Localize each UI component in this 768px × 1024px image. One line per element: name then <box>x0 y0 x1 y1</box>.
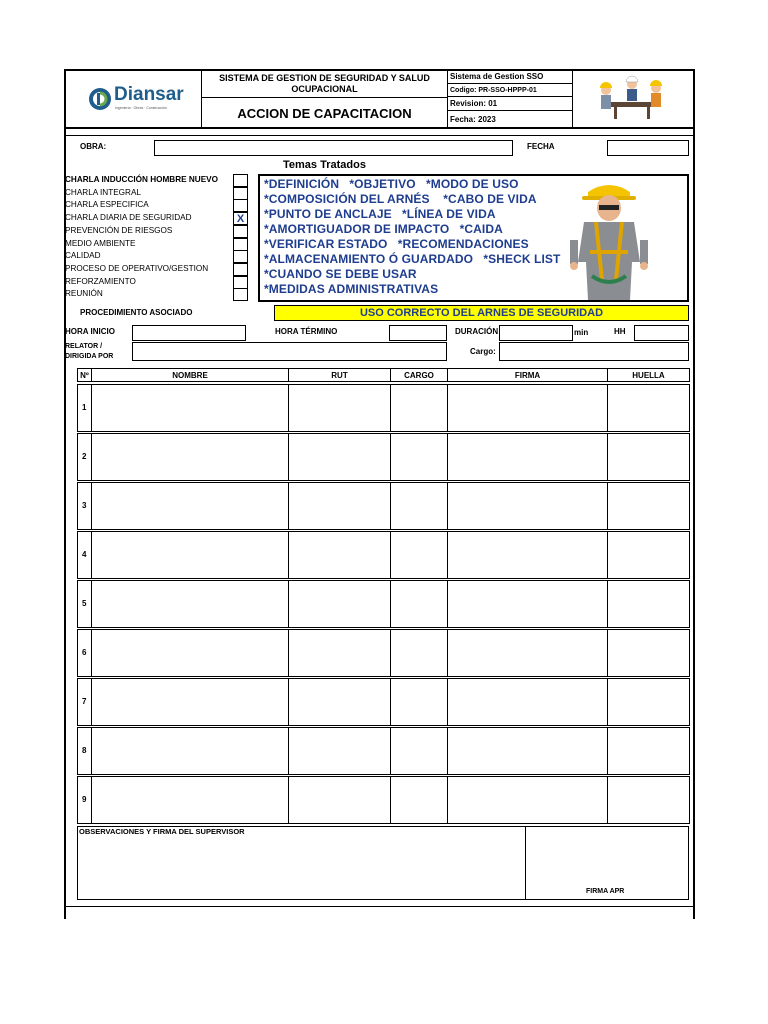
charla-checkbox[interactable] <box>233 263 248 276</box>
signature-cell[interactable] <box>91 776 289 824</box>
signature-cell[interactable] <box>607 629 690 677</box>
signature-cell[interactable] <box>288 727 391 775</box>
signature-cell[interactable] <box>607 433 690 481</box>
signature-cell[interactable] <box>91 482 289 530</box>
signature-cell[interactable] <box>607 727 690 775</box>
signature-cell[interactable] <box>91 384 289 432</box>
charla-checkbox[interactable] <box>233 276 248 289</box>
fecha-field[interactable] <box>607 140 689 156</box>
company-name: Diansar <box>114 84 184 105</box>
charla-label: PROCESO DE OPERATIVO/GESTION <box>65 263 209 273</box>
observaciones-label: OBSERVACIONES Y FIRMA DEL SUPERVISOR <box>79 827 245 836</box>
signature-cell[interactable] <box>288 580 391 628</box>
charla-label: CALIDAD <box>65 251 101 261</box>
charla-checkbox[interactable] <box>233 238 248 251</box>
revision-label <box>447 96 573 111</box>
table-header-cell <box>77 368 92 382</box>
hora-inicio-label: HORA INICIO <box>65 327 115 336</box>
relator-label-line2: DIRIGIDA POR <box>65 353 114 360</box>
hh-field[interactable] <box>634 325 689 341</box>
charla-item <box>65 238 250 251</box>
sso-text: Sistema de Gestion SSO <box>450 72 544 81</box>
fecha-label: FECHA <box>527 142 555 151</box>
signature-cell[interactable] <box>447 629 608 677</box>
signature-cell[interactable] <box>390 531 448 579</box>
hora-termino-label: HORA TÉRMINO <box>275 327 338 336</box>
hh-label: HH <box>614 327 626 336</box>
row-number: 4 <box>82 549 87 559</box>
charla-item <box>65 199 250 212</box>
charla-checkbox[interactable] <box>233 250 248 263</box>
charla-item <box>65 187 250 200</box>
row-number: 1 <box>82 402 87 412</box>
harness-worker-illustration <box>566 180 652 300</box>
table-header-text: HUELLA <box>632 370 665 380</box>
charla-label: REFORZAMIENTO <box>65 276 136 286</box>
relator-label <box>65 342 113 362</box>
cargo-field[interactable] <box>499 342 689 361</box>
signature-cell[interactable] <box>607 531 690 579</box>
row-number: 2 <box>82 451 87 461</box>
topic-line: *VERIFICAR ESTADO *RECOMENDACIONES <box>264 237 529 251</box>
charla-item <box>65 276 250 289</box>
signature-cell[interactable] <box>447 580 608 628</box>
signature-cell[interactable] <box>288 384 391 432</box>
system-title <box>201 69 448 98</box>
duracion-label: DURACIÓN <box>455 327 499 336</box>
table-header-text: RUT <box>331 370 348 380</box>
topic-line: *MEDIDAS ADMINISTRATIVAS <box>264 282 439 296</box>
row-number-cell <box>77 531 92 579</box>
signature-cell[interactable] <box>288 482 391 530</box>
signature-cell[interactable] <box>390 580 448 628</box>
signature-cell[interactable] <box>607 384 690 432</box>
charla-item <box>65 288 250 301</box>
topic-line: *ALMACENAMIENTO Ó GUARDADO *SHECK LIST <box>264 252 561 266</box>
table-header-text: FIRMA <box>514 370 541 380</box>
harness-worker-icon <box>566 180 652 300</box>
signature-cell[interactable] <box>91 531 289 579</box>
system-title-text: SISTEMA DE GESTION DE SEGURIDAD Y SALUD OCUPACIONAL <box>219 72 430 94</box>
signature-cell[interactable] <box>288 629 391 677</box>
charla-checkbox[interactable] <box>233 199 248 212</box>
topic-line: *CUANDO SE DEBE USAR <box>264 267 417 281</box>
row-number: 8 <box>82 745 87 755</box>
row-number-cell <box>77 629 92 677</box>
hora-inicio-field[interactable] <box>132 325 246 341</box>
table-header-cell <box>607 368 690 382</box>
row-number-cell <box>77 776 92 824</box>
charla-label: MEDIO AMBIENTE <box>65 238 136 248</box>
observaciones-box[interactable] <box>77 826 526 900</box>
charla-label: CHARLA INTEGRAL <box>65 187 141 197</box>
temas-title: Temas Tratados <box>283 159 366 171</box>
row-number: 6 <box>82 647 87 657</box>
topic-line: *PUNTO DE ANCLAJE *LÍNEA DE VIDA <box>264 207 496 221</box>
sso-label <box>447 69 573 84</box>
procedimiento-field[interactable] <box>274 305 689 321</box>
topic-line: *AMORTIGUADOR DE IMPACTO *CAIDA <box>264 222 503 236</box>
charla-check-mark: X <box>236 212 245 225</box>
meeting-icon <box>592 72 672 122</box>
firma-apr-label: FIRMA APR <box>586 888 625 895</box>
company-logo <box>88 83 188 115</box>
signature-cell[interactable] <box>288 531 391 579</box>
row-number-cell <box>77 678 92 726</box>
signature-cell[interactable] <box>91 629 289 677</box>
signature-cell[interactable] <box>447 482 608 530</box>
signature-cell[interactable] <box>390 384 448 432</box>
charla-label: PREVENCIÓN DE RIESGOS <box>65 225 173 235</box>
signature-cell[interactable] <box>91 433 289 481</box>
revision-text: Revision: 01 <box>450 99 498 108</box>
codigo-label <box>447 83 573 97</box>
row-number: 3 <box>82 500 87 510</box>
relator-field[interactable] <box>132 342 447 361</box>
procedimiento-value: USO CORRECTO DEL ARNES DE SEGURIDAD <box>359 307 604 319</box>
workers-meeting-illustration <box>592 72 672 122</box>
signature-cell[interactable] <box>288 433 391 481</box>
charla-checkbox[interactable] <box>233 288 248 301</box>
topic-line: *COMPOSICIÓN DEL ARNÉS *CABO DE VIDA <box>264 192 537 206</box>
topics-box <box>258 174 689 302</box>
charla-item <box>65 225 250 238</box>
row-number-cell <box>77 727 92 775</box>
signature-cell[interactable] <box>607 482 690 530</box>
header-separator <box>64 135 695 136</box>
duracion-field[interactable] <box>499 325 573 341</box>
table-header-cell <box>447 368 608 382</box>
signature-cell[interactable] <box>288 776 391 824</box>
doc-title <box>201 97 448 129</box>
row-number: 5 <box>82 598 87 608</box>
row-number-cell <box>77 580 92 628</box>
charla-label: CHARLA DIARIA DE SEGURIDAD <box>65 213 192 223</box>
signature-cell[interactable] <box>447 678 608 726</box>
signature-cell[interactable] <box>91 580 289 628</box>
codigo-text: Codigo: PR-SSO-HPPP-01 <box>450 86 537 94</box>
row-number-cell <box>77 433 92 481</box>
table-header-cell <box>390 368 448 382</box>
row-number: 9 <box>82 794 87 804</box>
signature-cell[interactable] <box>390 433 448 481</box>
signature-cell[interactable] <box>390 678 448 726</box>
signature-cell[interactable] <box>607 776 690 824</box>
charla-item <box>65 263 250 276</box>
signature-cell[interactable] <box>390 482 448 530</box>
signature-cell[interactable] <box>288 678 391 726</box>
signature-cell[interactable] <box>390 776 448 824</box>
procedimiento-label: PROCEDIMIENTO ASOCIADO <box>80 308 193 317</box>
charla-label: CHARLA ESPECIFICA <box>65 200 149 210</box>
cargo-label: Cargo: <box>470 347 496 356</box>
signature-cell[interactable] <box>91 727 289 775</box>
charla-item <box>65 174 250 187</box>
signature-cell[interactable] <box>390 727 448 775</box>
fecha-header-label <box>447 110 573 129</box>
signature-cell[interactable] <box>447 433 608 481</box>
table-header-text: NOMBRE <box>172 370 208 380</box>
signature-cell[interactable] <box>447 384 608 432</box>
signature-cell[interactable] <box>447 531 608 579</box>
hora-termino-field[interactable] <box>389 325 447 341</box>
signature-cell[interactable] <box>447 727 608 775</box>
table-header-text: Nº <box>80 370 89 380</box>
fecha-header-text: Fecha: 2023 <box>450 115 496 124</box>
signature-cell[interactable] <box>607 580 690 628</box>
charla-checkbox[interactable] <box>233 187 248 200</box>
row-number-cell <box>77 482 92 530</box>
obra-label: OBRA: <box>80 142 107 151</box>
bottom-separator <box>64 906 695 907</box>
charla-item <box>65 212 250 225</box>
charla-label: CHARLA INDUCCIÓN HOMBRE NUEVO <box>65 175 218 184</box>
signature-cell[interactable] <box>607 678 690 726</box>
row-number-cell <box>77 384 92 432</box>
min-label: min <box>574 328 589 337</box>
firma-apr-box[interactable] <box>525 826 689 900</box>
charla-checkbox[interactable] <box>233 225 248 238</box>
charla-label: REUNIÓN <box>65 289 103 299</box>
table-header-cell <box>288 368 391 382</box>
company-tagline: Ingeniería · Obras · Construcción <box>115 106 167 110</box>
charla-item <box>65 250 250 263</box>
row-number: 7 <box>82 696 87 706</box>
signature-cell[interactable] <box>390 629 448 677</box>
charla-checkbox[interactable] <box>233 212 248 225</box>
table-header-text: CARGO <box>404 370 434 380</box>
signature-cell[interactable] <box>91 678 289 726</box>
topic-line: *DEFINICIÓN *OBJETIVO *MODO DE USO <box>264 177 519 191</box>
doc-title-text: ACCION DE CAPACITACION <box>237 105 412 121</box>
obra-field[interactable] <box>154 140 513 156</box>
charla-checkbox[interactable] <box>233 174 248 187</box>
signature-cell[interactable] <box>447 776 608 824</box>
relator-label-line1: RELATOR / <box>65 343 103 350</box>
table-header-cell <box>91 368 289 382</box>
